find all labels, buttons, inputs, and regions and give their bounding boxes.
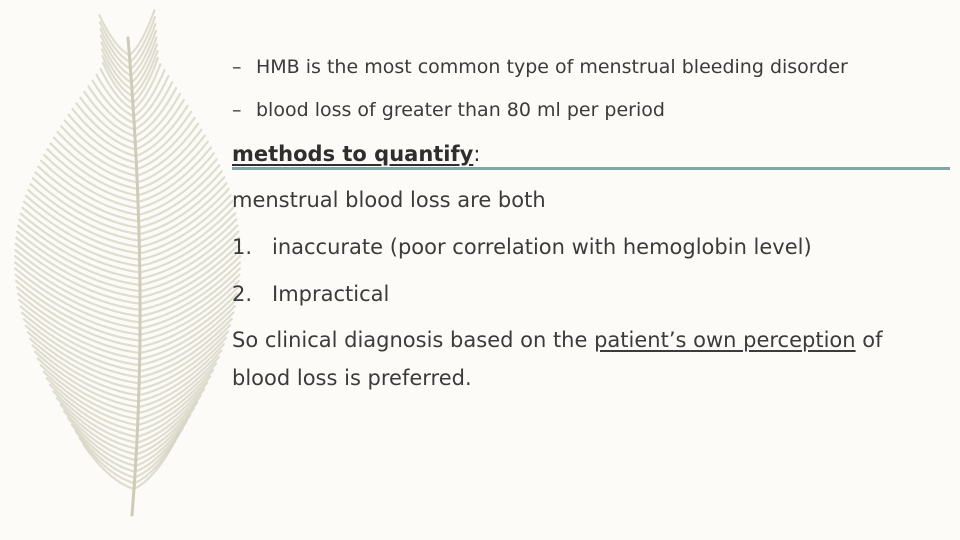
section-heading xyxy=(232,142,950,170)
conclusion-line xyxy=(232,328,883,352)
dash-bullet-marker: – xyxy=(232,99,242,121)
heading-text: methods to quantify xyxy=(232,142,474,166)
list-number: 1. xyxy=(232,235,253,259)
conclusion-before: So clinical diagnosis based on the xyxy=(232,328,595,352)
list-text: inaccurate (poor correlation with hemoglobin level) xyxy=(272,235,812,259)
conclusion-underlined: patient’s own perception xyxy=(594,328,856,352)
bullet-item xyxy=(232,56,848,78)
conclusion-after: of xyxy=(855,328,883,352)
list-text: Impractical xyxy=(272,282,390,306)
heading-colon: : xyxy=(473,142,481,166)
list-item xyxy=(232,235,812,259)
list-number: 2. xyxy=(232,282,253,306)
bullet-item xyxy=(232,99,665,121)
bullet-text: HMB is the most common type of menstrual bleeding disorder xyxy=(256,56,848,78)
conclusion-line-2: blood loss is preferred. xyxy=(232,366,472,390)
dash-bullet-marker: – xyxy=(232,56,242,78)
list-item xyxy=(232,282,389,306)
bullet-text: blood loss of greater than 80 ml per period xyxy=(256,99,665,121)
intro-text: menstrual blood loss are both xyxy=(232,188,546,212)
